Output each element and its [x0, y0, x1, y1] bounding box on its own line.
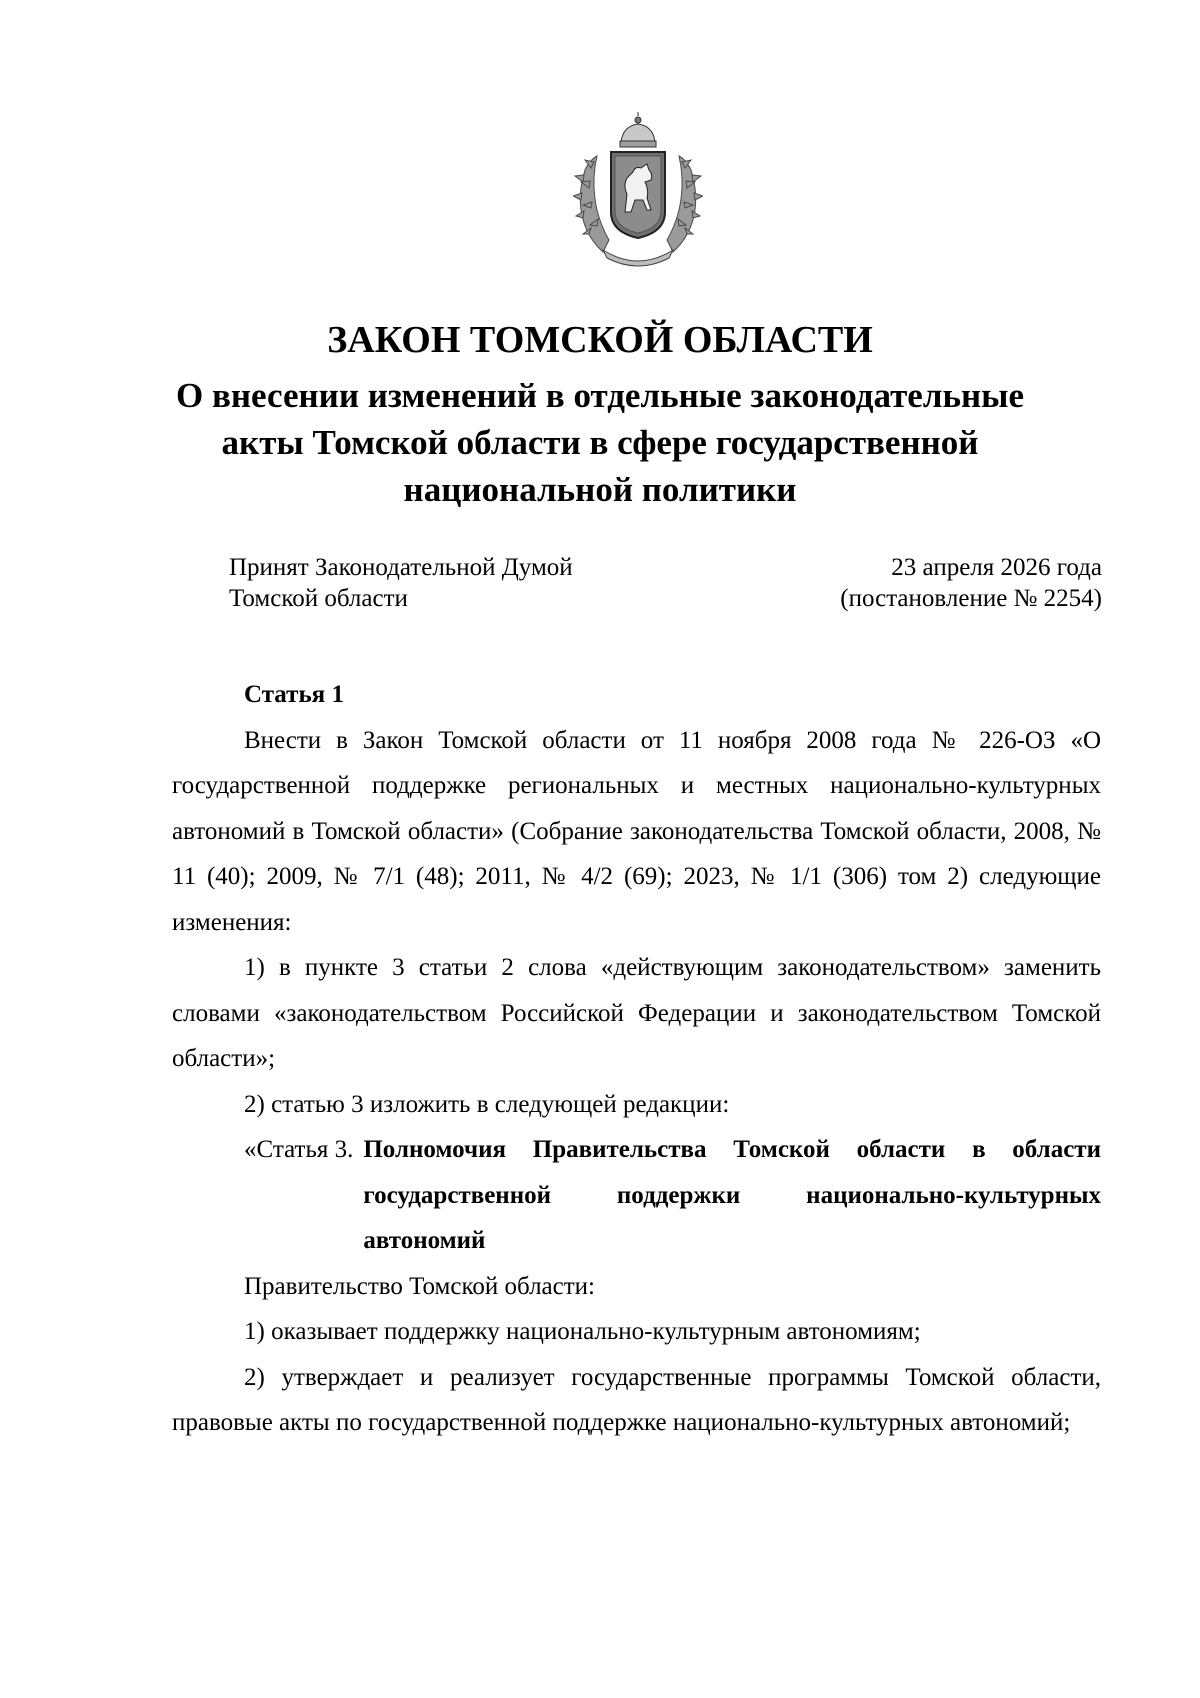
resolution-number: (постановление № 2254)	[840, 585, 1102, 612]
law-title: ЗАКОН ТОМСКОЙ ОБЛАСТИ	[327, 319, 873, 361]
government-power-item: 1) оказывает поддержку национально-культурным автономиям;	[244, 1318, 921, 1345]
law-subtitle: О внесении изменений в отдельные законодательные акты Томской области в сфере государственной национальной политики	[175, 376, 1024, 509]
article3-prefix: «Статья 3.	[244, 1136, 354, 1163]
adoption-body	[229, 552, 573, 614]
adoption-body-line: Принят Законодательной Думой	[229, 554, 573, 581]
law-body	[172, 672, 1101, 1446]
adoption-date: 23 апреля 2026 года	[891, 554, 1102, 581]
amendment-item: 1) в пункте 3 статьи 2 слова «действующим законодательством» заменить словами «законодательством Российской Федерации и законодательством Томской области»;	[172, 954, 1101, 1072]
coat-of-arms-icon	[573, 112, 703, 270]
adoption-date-block	[840, 552, 1102, 614]
amendment-item: 2) статью 3 изложить в следующей редакции:	[244, 1090, 730, 1118]
article-heading: Статья 1	[244, 681, 344, 708]
adoption-body-line: Томской области	[229, 585, 408, 612]
article-intro-paragraph: Внести в Закон Томской области от 11 ноября 2008 года № 226-ОЗ «О государственной поддержке региональных и местных национально-культурных автономий в Томской области» (Собрание законодательства Томской области, 2008, № 11 (40); 2009, № 7/1 (48); 2011, № 4/2 (69); 2023, № 1/1 (306) том 2) следующие изменения:	[172, 726, 1101, 936]
government-power-item: 2) утверждает и реализует государственные программы Томской области, правовые акты по государственной поддержке национально-культурных автономий;	[172, 1363, 1101, 1436]
government-intro: Правительство Томской области:	[244, 1272, 595, 1300]
article3-heading	[172, 1127, 1101, 1264]
article3-title: Полномочия Правительства Томской области в области государственной поддержки национально-культурных автономий	[363, 1136, 1101, 1254]
